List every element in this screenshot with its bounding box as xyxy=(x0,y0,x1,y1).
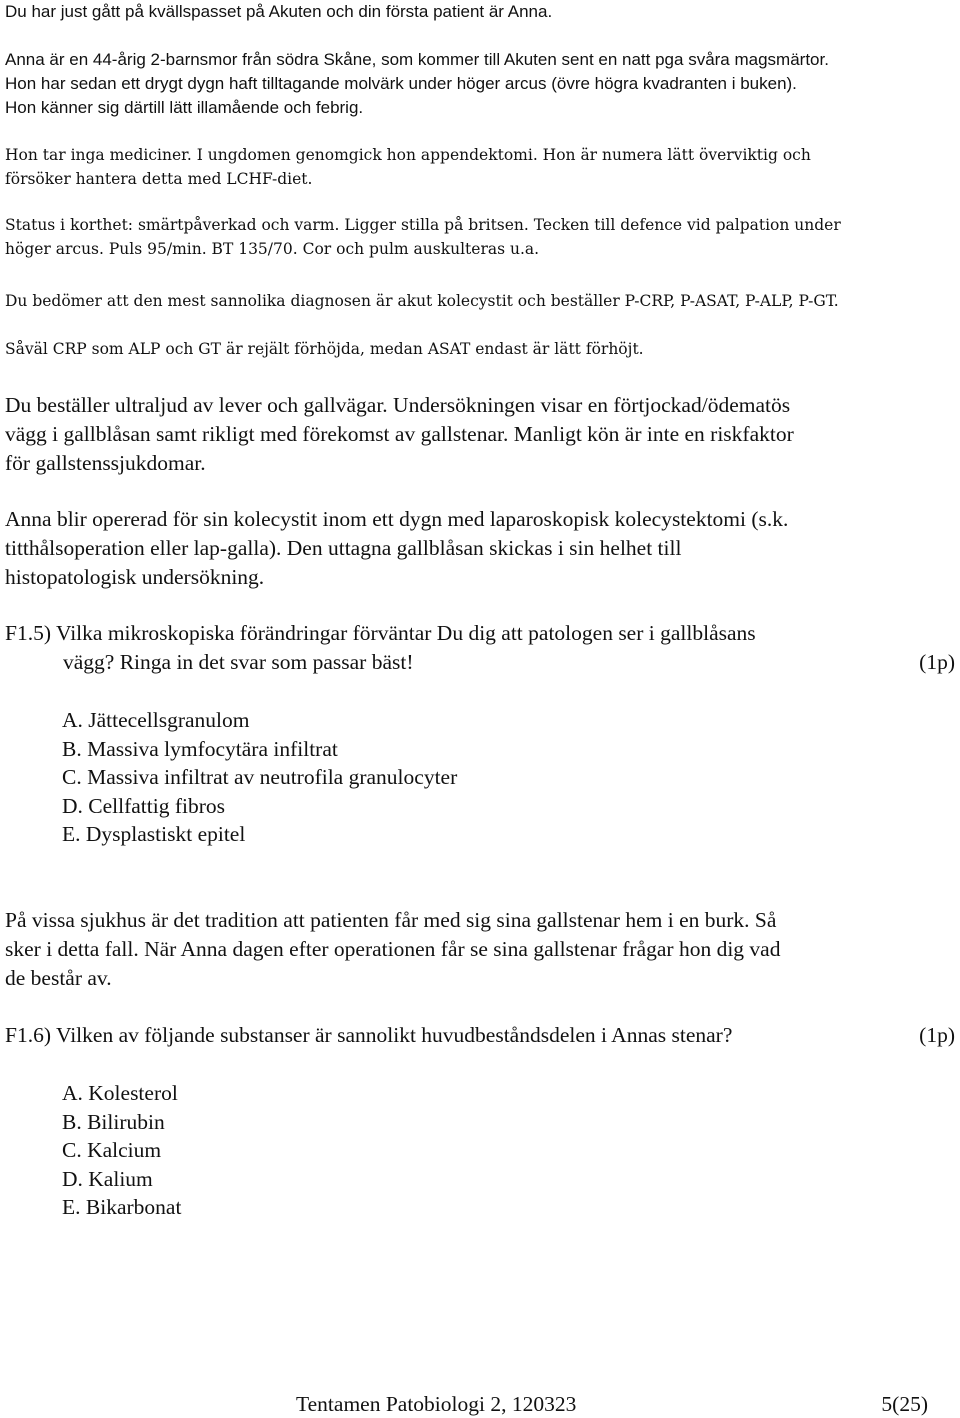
surgery-paragraph xyxy=(5,505,955,592)
case-history xyxy=(5,48,955,120)
case-status xyxy=(5,213,955,261)
ultrasound-line: för gallstenssjukdomar. xyxy=(5,451,206,475)
surgery-line: titthålsoperation eller lap-galla). Den uttagna gallblåsan skickas i sin helhet till xyxy=(5,536,682,560)
tradition-line: sker i detta fall. När Anna dagen efter operationen får se sina gallstenar frågar hon dig vad xyxy=(5,937,781,961)
diagnosis-text: Du bedömer att den mest sannolika diagnosen är akut kolecystit och beställer P-CRP, P-ASAT, P-ALP, P-GT. xyxy=(5,292,839,310)
ultrasound-paragraph xyxy=(5,391,955,478)
question-points: (1p) xyxy=(919,650,955,674)
page-footer xyxy=(296,1390,928,1418)
status-line: Status i korthet: smärtpåverkad och varm. Ligger stilla på britsen. Tecken till defence vid palpation under xyxy=(5,216,841,234)
answer-option[interactable]: C. Kalcium xyxy=(62,1138,162,1162)
question-text: F1.5) Vilka mikroskopiska förändringar förväntar Du dig att patologen ser i gallblåsans xyxy=(5,621,756,645)
answer-option[interactable]: E. Dysplastiskt epitel xyxy=(62,822,246,846)
history-line: Hon har sedan ett drygt dygn haft tilltagande molvärk under höger arcus (övre högra kvadranten i buken). xyxy=(5,74,797,93)
answer-option[interactable]: B. Bilirubin xyxy=(62,1109,165,1134)
answer-option[interactable]: E. Bikarbonat xyxy=(62,1195,182,1219)
question-text-row xyxy=(5,648,955,677)
answer-options-f1-6 xyxy=(62,1079,181,1222)
ultrasound-line: vägg i gallblåsan samt rikligt med förekomst av gallstenar. Manligt kön är inte en riskfaktor xyxy=(5,422,794,446)
tradition-line: På vissa sjukhus är det tradition att patienten får med sig sina gallstenar hem i en burk. Så xyxy=(5,908,777,932)
question-f1-5 xyxy=(5,619,955,677)
ultrasound-line: Du beställer ultraljud av lever och gallvägar. Undersökningen visar en förtjockad/ödematös xyxy=(5,393,791,417)
question-points: (1p) xyxy=(919,1023,955,1047)
answer-option[interactable]: B. Massiva lymfocytära infiltrat xyxy=(62,736,338,761)
case-medication xyxy=(5,143,955,191)
medication-line: Hon tar inga mediciner. I ungdomen genomgick hon appendektomi. Hon är numera lätt överviktig och xyxy=(5,146,811,164)
labs-text: Såväl CRP som ALP och GT är rejält förhöjda, medan ASAT endast är lätt förhöjt. xyxy=(5,340,644,358)
answer-option[interactable]: C. Massiva infiltrat av neutrofila granulocyter xyxy=(62,765,458,789)
intro-text: Du har just gått på kvällspasset på Akuten och din första patient är Anna. xyxy=(5,2,553,21)
history-line: Hon känner sig därtill lätt illamående och febrig. xyxy=(5,98,364,117)
answer-option[interactable]: A. Jättecellsgranulom xyxy=(62,708,250,732)
answer-option[interactable]: D. Cellfattig fibros xyxy=(62,793,226,818)
surgery-line: histopatologisk undersökning. xyxy=(5,565,265,589)
status-line: höger arcus. Puls 95/min. BT 135/70. Cor och pulm auskulteras u.a. xyxy=(5,240,540,258)
tradition-paragraph xyxy=(5,906,955,993)
question-f1-6 xyxy=(5,1021,955,1050)
history-line: Anna är en 44-årig 2-barnsmor från södra Skåne, som kommer till Akuten sent en natt pga svåra magsmärtor. xyxy=(5,50,829,69)
tradition-line: de består av. xyxy=(5,966,112,990)
answer-option[interactable]: A. Kolesterol xyxy=(62,1081,178,1105)
answer-option[interactable]: D. Kalium xyxy=(62,1166,153,1191)
question-text-row xyxy=(5,1021,955,1050)
footer-title: Tentamen Patobiologi 2, 120323 xyxy=(296,1392,577,1416)
page-number: 5(25) xyxy=(881,1392,928,1416)
question-text: vägg? Ringa in det svar som passar bäst! xyxy=(63,650,414,674)
question-text: F1.6) Vilken av följande substanser är sannolikt huvudbeståndsdelen i Annas stenar? xyxy=(5,1023,733,1047)
medication-line: försöker hantera detta med LCHF-diet. xyxy=(5,170,313,188)
answer-options-f1-5 xyxy=(62,706,457,849)
surgery-line: Anna blir opererad för sin kolecystit inom ett dygn med laparoskopisk kolecystektomi (s.k. xyxy=(5,507,789,531)
